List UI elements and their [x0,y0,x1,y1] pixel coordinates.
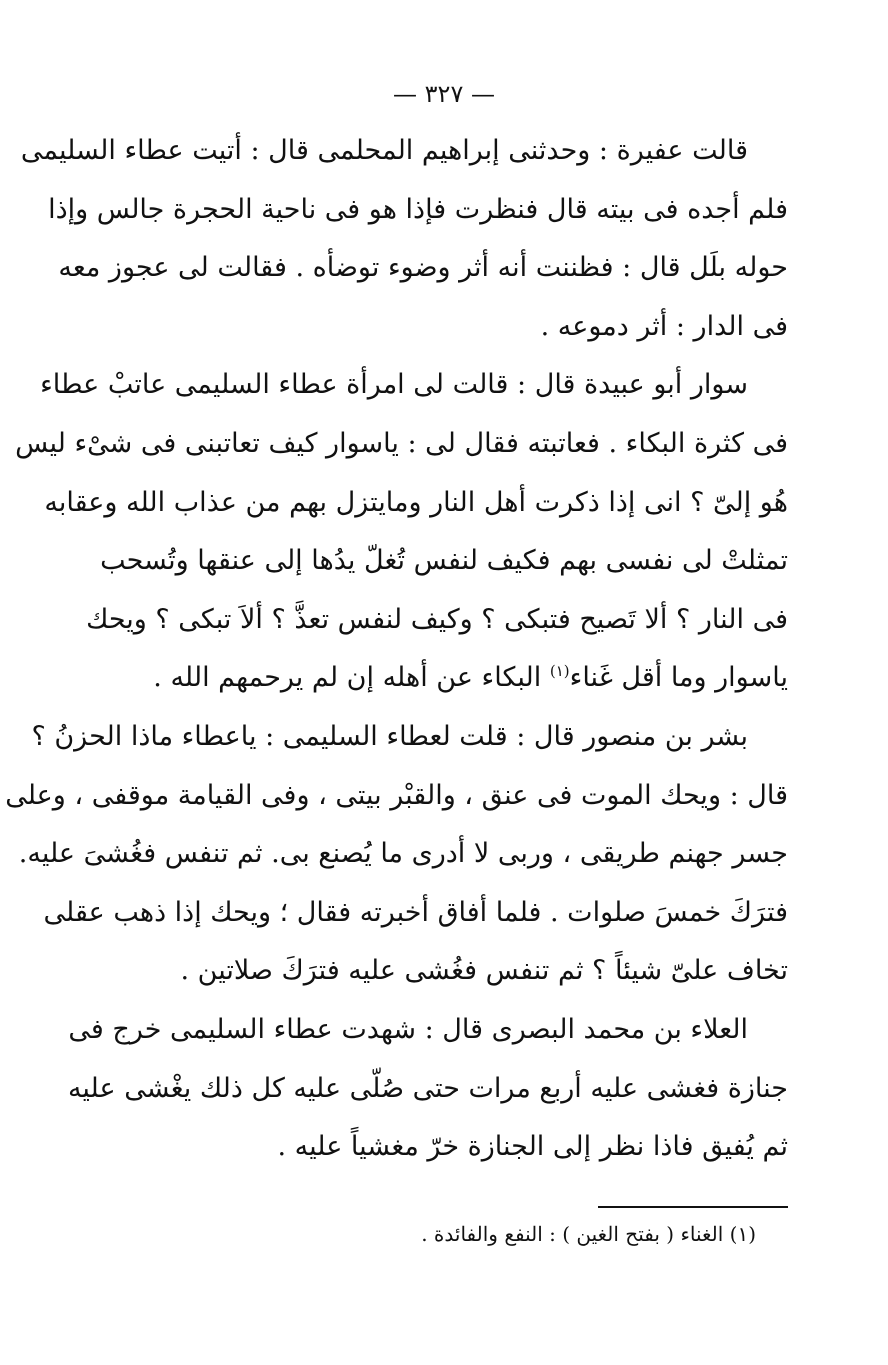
text-line [128,649,788,708]
text-line: فى النار ؟ ألا تَصيح فتبكى ؟ وكيف لنفس تعذَّ ؟ ألاَ تبكى ؟ ويحك [86,603,788,635]
text-line: ثم يُفيق فاذا نظر إلى الجنازة خرّ مغشياً عليه . [277,1131,788,1163]
footnote-divider [598,1206,788,1208]
text-line-end: البكاء عن أهله إن لم يرحمهم الله . [153,662,550,694]
text-line: بشر بن منصور قال : قلت لعطاء السليمى : ياعطاء ماذا الحزنُ ؟ [31,720,748,752]
text-line: فى كثرة البكاء . فعاتبته فقال لى : ياسوار كيف تعاتبنى فى شىْء ليس [15,427,788,459]
text-line: العلاء بن محمد البصرى قال : شهدت عطاء السليمى خرج فى [68,1013,748,1045]
text-line: جسر جهنم طريقى ، وربى لا أدرى ما يُصنع بى. ثم تنفس فغُشىَ عليه. [18,838,788,870]
footnote: (١) الغناء ( بفتح الغين ) : النفع والفائدة . [421,1222,756,1246]
text-line-start: ياسوار وما أقل غَناء [569,662,788,694]
text-line: تخاف علىّ شيئاً ؟ ثم تنفس فغُشى عليه فترَكَ صلاتين . [180,955,788,987]
text-line: تمثلتْ لى نفسى بهم فكيف لنفس تُغلّ يدُها إلى عنقها وتُسحب [100,545,788,577]
text-line: جنازة فغشى عليه أربع مرات حتى صُلّى عليه كل ذلك يغْشى عليه [67,1072,788,1104]
text-line: فى الدار : أثر دموعه . [540,310,788,342]
page-text [5,122,788,1177]
text-line: قال : ويحك الموت فى عنق ، والقبْر بيتى ، وفى القيامة موقفى ، وعلى [5,779,788,811]
text-line: سوار أبو عبيدة قال : قالت لى امرأة عطاء السليمى عاتبْ عطاء [40,369,748,401]
text-line: قالت عفيرة : وحدثنى إبراهيم المحلمى قال : أتيت عطاء السليمى [20,135,748,166]
page-number: — ٣٢٧ — [393,80,495,108]
text-line: هُو إلىّ ؟ انى إذا ذكرت أهل النار ومايتزل بهم من عذاب الله وعقابه [44,486,788,518]
footnote-reference[interactable]: (١) [549,662,570,681]
text-line: حوله بلَل قال : فظننت أنه أثر وضوء توضأه . فقالت لى عجوز معه [58,252,788,284]
text-line: فلم أجده فى بيته قال فنظرت فإذا هو فى ناحية الحجرة جالس وإذا [48,193,788,225]
text-line: فترَكَ خمسَ صلوات . فلما أفاق أخبرته فقال ؛ ويحك إذا ذهب عقلى [43,896,788,928]
